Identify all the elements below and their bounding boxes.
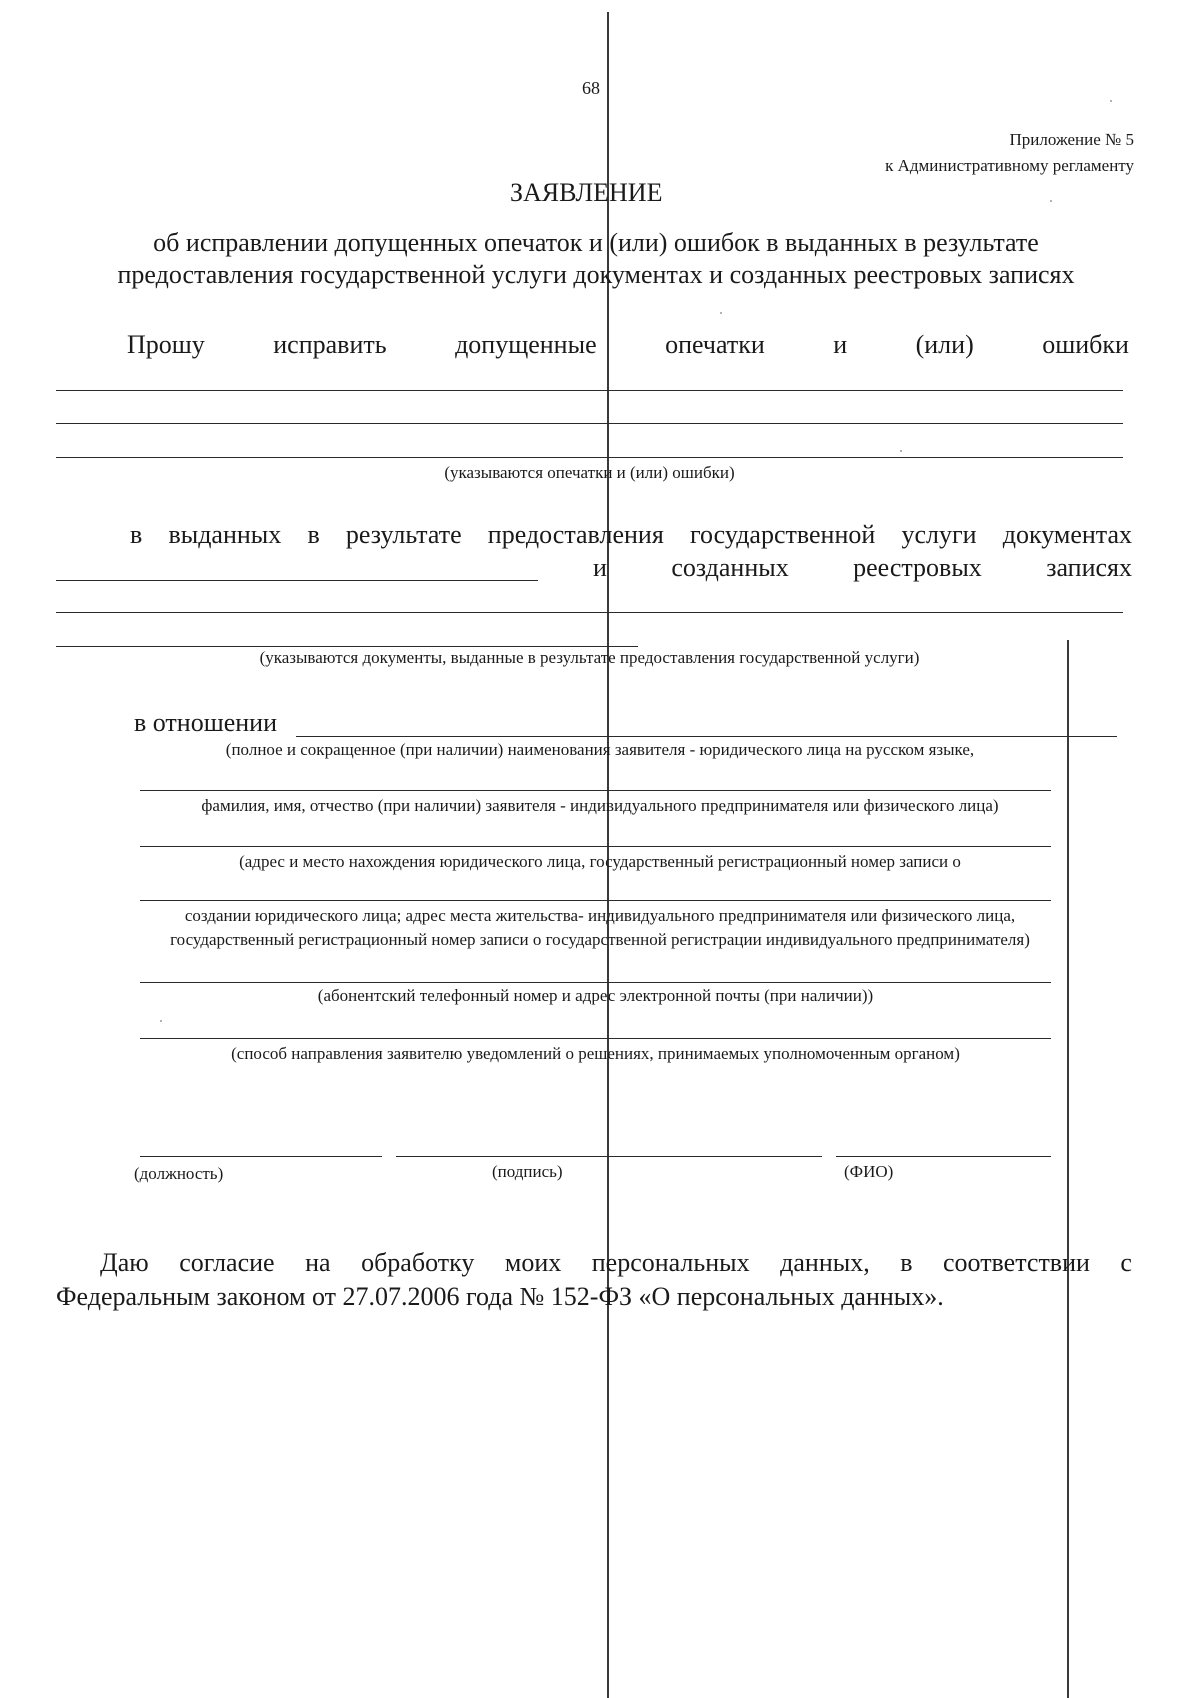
regarding-fill-line[interactable] (296, 736, 1117, 737)
issued-line-2 (593, 553, 1132, 583)
hint-address-3: государственный регистрационный номер записи о государственной регистрации индивидуального предпринимателя) (170, 930, 1030, 949)
issued-word: реестровых (853, 553, 982, 582)
consent-word: соответствии (943, 1248, 1090, 1277)
consent-word: обработку (361, 1248, 475, 1277)
issued-text: в выданных в результате предоставления государственной услуги документах (130, 520, 1132, 549)
errors-fill-line[interactable] (56, 457, 1123, 458)
consent-word: на (305, 1248, 331, 1277)
regarding-label: в отношении (134, 708, 278, 737)
hint-name-person: фамилия, имя, отчество (при наличии) заявителя - индивидуального предпринимателя или физического лица) (201, 796, 999, 815)
regarding-fill-line[interactable] (140, 982, 1051, 983)
subtitle-line-2: предоставления государственной услуги документах и созданных реестровых записях (117, 260, 1075, 289)
subtitle-line-1: об исправлении допущенных опечаток и (или) ошибок в выданных в результате (153, 228, 1039, 257)
hint-notification: (способ направления заявителю уведомлений о решениях, принимаемых уполномоченным органом) (231, 1044, 960, 1063)
signature-fill-line[interactable] (396, 1156, 822, 1157)
request-word: допущенные (455, 330, 597, 359)
scan-speck (1050, 200, 1052, 202)
hint-contacts: (абонентский телефонный номер и адрес электронной почты (при наличии)) (317, 986, 874, 1005)
request-line (127, 330, 1129, 360)
consent-line-2: Федеральным законом от 27.07.2006 года № 152-ФЗ «О персональных данных». (56, 1282, 944, 1311)
hint-name-legal: (полное и сокращенное (при наличии) наименования заявителя - юридического лица на русском языке, (225, 740, 975, 759)
page-number: 68 (582, 78, 600, 98)
documents-fill-line[interactable] (56, 580, 538, 581)
scan-speck (1110, 100, 1112, 102)
fio-fill-line[interactable] (836, 1156, 1051, 1157)
documents-fill-line[interactable] (56, 612, 1123, 613)
request-word: Прошу (127, 330, 205, 359)
issued-line-1 (130, 520, 1132, 550)
hint-address-2: создании юридического лица; адрес места жительства- индивидуального предпринимателя или физического лица, (184, 906, 1016, 925)
consent-word: данных, (780, 1248, 870, 1277)
issued-word: и (593, 553, 607, 582)
request-word: опечатки (665, 330, 765, 359)
consent-line-1 (100, 1248, 1132, 1278)
regarding-fill-line[interactable] (140, 1038, 1051, 1039)
request-word: ошибки (1042, 330, 1129, 359)
hint-errors: (указываются опечатки и (или) ошибки) (444, 463, 735, 482)
consent-word: с (1120, 1248, 1132, 1277)
consent-word: персональных (591, 1248, 750, 1277)
consent-word: в (900, 1248, 913, 1277)
errors-fill-line[interactable] (56, 423, 1123, 424)
position-fill-line[interactable] (140, 1156, 382, 1157)
request-word: исправить (273, 330, 387, 359)
errors-fill-line[interactable] (56, 390, 1123, 391)
issued-word: записях (1046, 553, 1132, 582)
scan-speck (720, 312, 722, 314)
request-word: (или) (915, 330, 974, 359)
scan-speck (160, 1020, 162, 1022)
request-word: и (833, 330, 848, 359)
label-signature: (подпись) (492, 1162, 563, 1181)
regarding-fill-line[interactable] (140, 846, 1051, 847)
hint-address-1: (адрес и место нахождения юридического лица, государственный регистрационный номер записи о (239, 852, 961, 871)
label-fio: (ФИО) (844, 1162, 894, 1181)
hint-documents: (указываются документы, выданные в результате предоставления государственной услуги) (259, 648, 920, 667)
consent-word: согласие (179, 1248, 275, 1277)
issued-word: созданных (671, 553, 789, 582)
label-position: (должность) (134, 1164, 224, 1183)
regarding-fill-line[interactable] (140, 900, 1051, 901)
regarding-fill-line[interactable] (140, 790, 1051, 791)
appendix-line-2: к Административному регламенту (885, 156, 1134, 175)
consent-word: Даю (100, 1248, 149, 1277)
documents-fill-line[interactable] (56, 646, 638, 647)
scan-speck (900, 450, 902, 452)
appendix-line-1: Приложение № 5 (1009, 130, 1134, 149)
document-title: ЗАЯВЛЕНИЕ (510, 178, 663, 207)
consent-word: моих (504, 1248, 562, 1277)
